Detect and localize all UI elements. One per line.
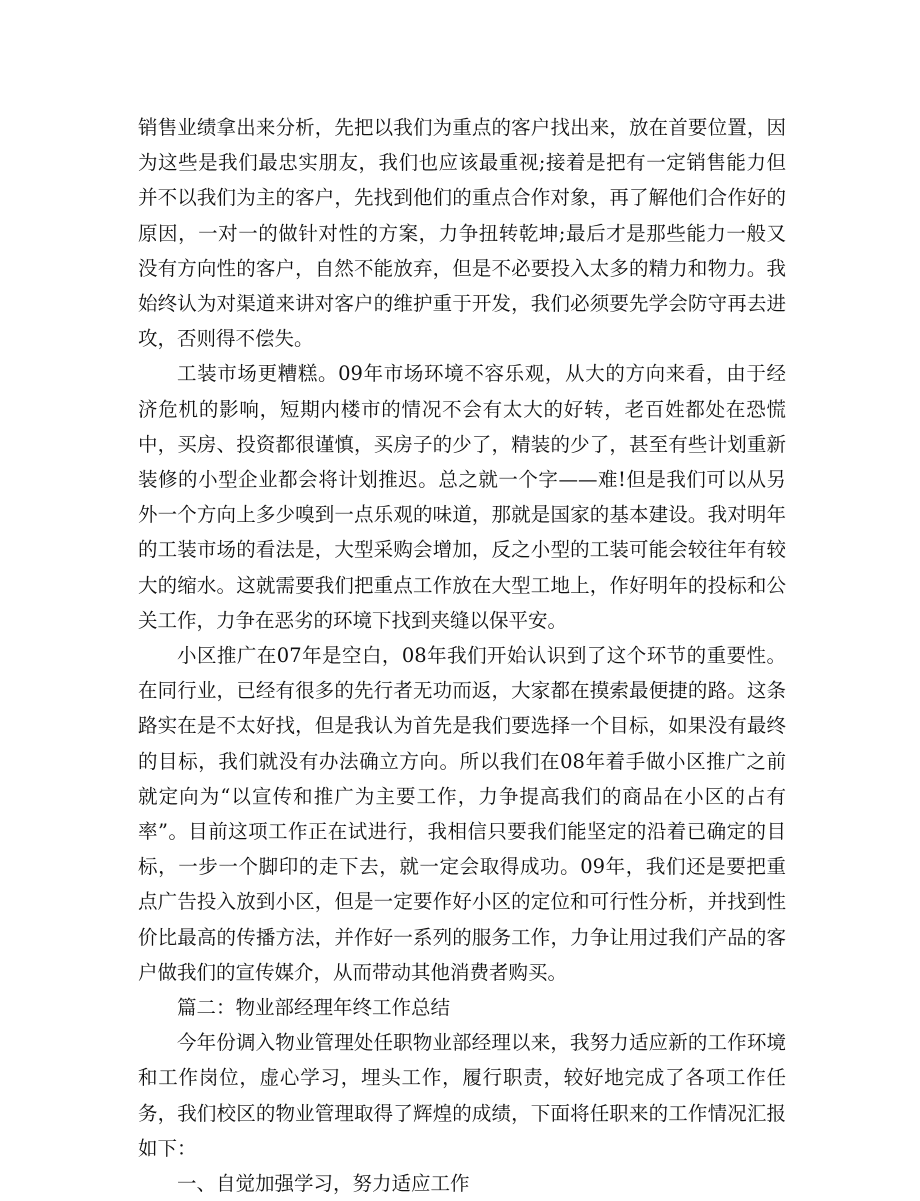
subheading-learning: 一、自觉加强学习，努力适应工作	[177, 1172, 470, 1196]
paragraph-sales-analysis: 销售业绩拿出来分析，先把以我们为重点的客户找出来，放在首要位置，因为这些是我们最忠实朋友，我们也应该最重视;接着是把有一定销售能力但并不以我们为主的客户，先找到他们的重点合作对象，再了解他们合作好的原因，一对一的做针对性的方案，力争扭转乾坤;最后才是那些能力一般又没有方向性的客户，自然不能放弃，但是不必要投入太多的精力和物力。我始终认为对渠道来讲对客户的维护重于开发，我们必须要先学会防守再去进攻，否则得不偿失。	[138, 116, 786, 351]
paragraph-engineering-market: 工装市场更糟糕。09年市场环境不容乐观，从大的方向来看，由于经济危机的影响，短期内楼市的情况不会有太大的好转，老百姓都处在恐慌中，买房、投资都很谨慎，买房子的少了，精装的少了，甚至有些计划重新装修的小型企业都会将计划推迟。总之就一个字——难!但是我们可以从另外一个方向上多少嗅到一点乐观的味道，那就是国家的基本建设。我对明年的工装市场的看法是，大型采购会增加，反之小型的工装可能会较往年有较大的缩水。这就需要我们把重点工作放在大型工地上，作好明年的投标和公关工作，力争在恶劣的环境下找到夹缝以保平安。	[138, 362, 786, 632]
paragraph-community-promotion: 小区推广在07年是空白，08年我们开始认识到了这个环节的重要性。在同行业，已经有很多的先行者无功而返，大家都在摸索最便捷的路。这条路实在是不太好找，但是我认为首先是我们要选择一个目标，如果没有最终的目标，我们就没有办法确立方向。所以我们在08年着手做小区推广之前就定向为“以宣传和推广为主要工作，力争提高我们的商品在小区的占有率”。目前这项工作正在试进行，我相信只要我们能坚定的沿着已确定的目标，一步一个脚印的走下去，就一定会取得成功。09年，我们还是要把重点广告投入放到小区，但是一定要作好小区的定位和可行性分析，并找到性价比最高的传播方法，并作好一系列的服务工作，力争让用过我们产品的客户做我们的宣传媒介，从而带动其他消费者购买。	[138, 644, 786, 984]
document-body	[138, 110, 786, 1201]
paragraph-property-intro: 今年份调入物业管理处任职物业部经理以来，我努力适应新的工作环境和工作岗位，虚心学习，埋头工作，履行职责，较好地完成了各项工作任务，我们校区的物业管理取得了辉煌的成绩，下面将任职来的工作情况汇报如下：	[138, 1031, 786, 1160]
section-title-part-two: 篇二：物业部经理年终工作总结	[177, 996, 451, 1020]
